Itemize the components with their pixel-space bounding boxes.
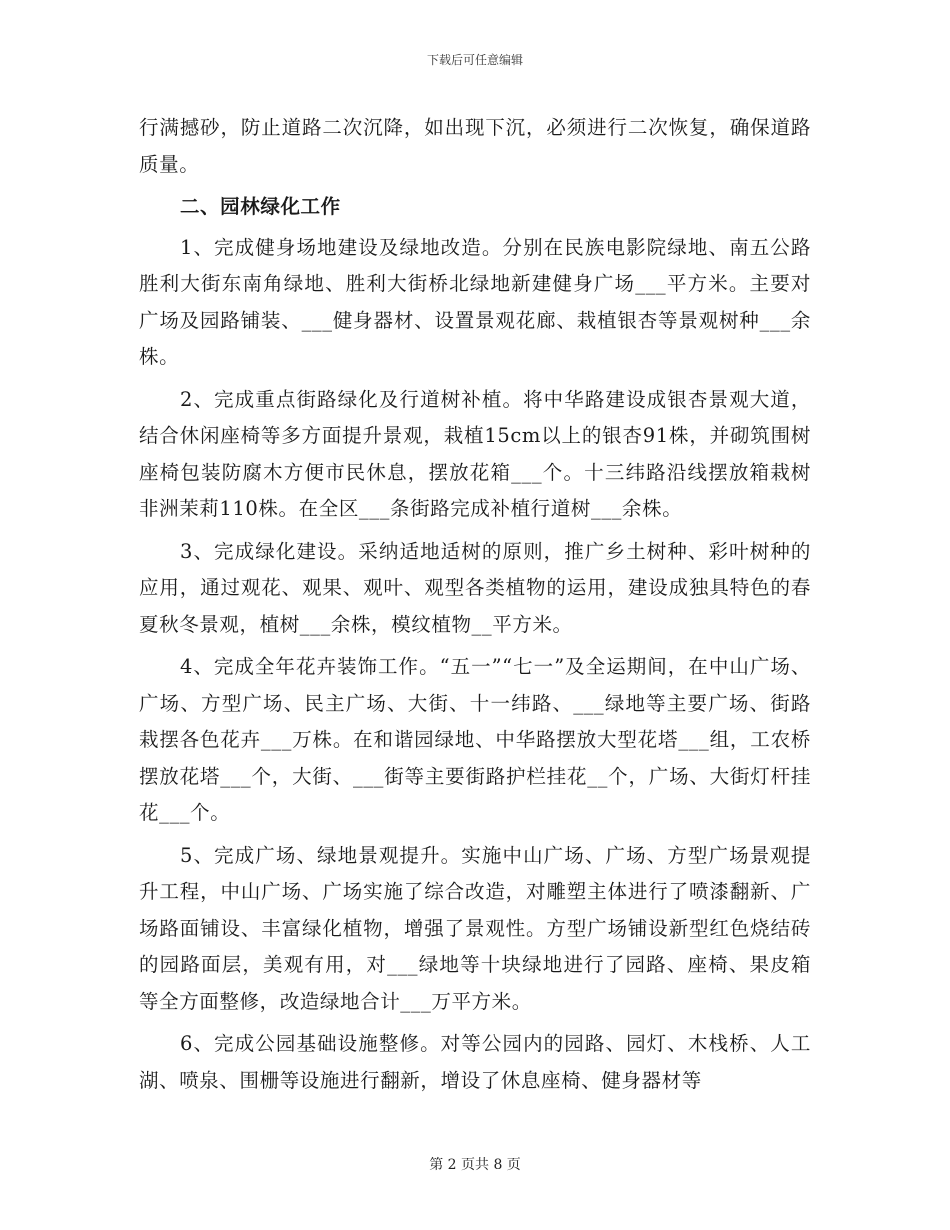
continuation-paragraph: 行满撼砂，防止道路二次沉降，如出现下沉，必须进行二次恢复，确保道路质量。 bbox=[139, 116, 811, 176]
paragraph-5: 5、完成广场、绿地景观提升。实施中山广场、广场、方型广场景观提升工程，中山广场、广场实施了综合改造，对雕塑主体进行了喷漆翻新、广场路面铺设、丰富绿化植物，增强了景观性。方型广场铺设新型红色烧结砖的园路面层，美观有用，对___绿地等十块绿地进行了园路、座椅、果皮箱等全方面整修，改造绿地合计___万平方米。 bbox=[139, 843, 811, 1013]
page-header: 下载后可任意编辑 bbox=[426, 53, 523, 67]
paragraph-6: 6、完成公园基础设施整修。对等公园内的园路、园灯、木栈桥、人工湖、喷泉、围栅等设施进行翻新，增设了休息座椅、健身器材等 bbox=[139, 1032, 811, 1092]
page-number: 第 2 页共 8 页 bbox=[429, 1157, 521, 1173]
paragraph-2: 2、完成重点街路绿化及行道树补植。将中华路建设成银杏景观大道，结合休闲座椅等多方面提升景观，栽植15cm以上的银杏91株，并砌筑围树座椅包装防腐木方便市民休息，摆放花箱___个。十三纬路沿线摆放箱栽树非洲茉莉110株。在全区___条街路完成补植行道树___余株。 bbox=[139, 387, 811, 520]
paragraph-1: 1、完成健身场地建设及绿地改造。分别在民族电影院绿地、南五公路胜利大街东南角绿地、胜利大街桥北绿地新建健身广场___平方米。主要对广场及园路铺装、___健身器材、设置景观花廊、栽植银杏等景观树种___余株。 bbox=[139, 235, 811, 368]
document-body bbox=[139, 110, 811, 1105]
paragraph-4: 4、完成全年花卉装饰工作。“五一”“七一”及全运期间，在中山广场、广场、方型广场、民主广场、大街、十一纬路、___绿地等主要广场、街路栽摆各色花卉___万株。在和谐园绿地、中华路摆放大型花塔___组，工农桥摆放花塔___个，大街、___街等主要街路护栏挂花__个，广场、大街灯杆挂花___个。 bbox=[139, 655, 811, 824]
section-title: 二、园林绿化工作 bbox=[179, 195, 341, 218]
paragraph-3: 3、完成绿化建设。采纳适地适树的原则，推广乡土树种、彩叶树种的应用，通过观花、观果、观叶、观型各类植物的运用，建设成独具特色的春夏秋冬景观，植树___余株，模纹植物__平方米。 bbox=[139, 539, 811, 636]
